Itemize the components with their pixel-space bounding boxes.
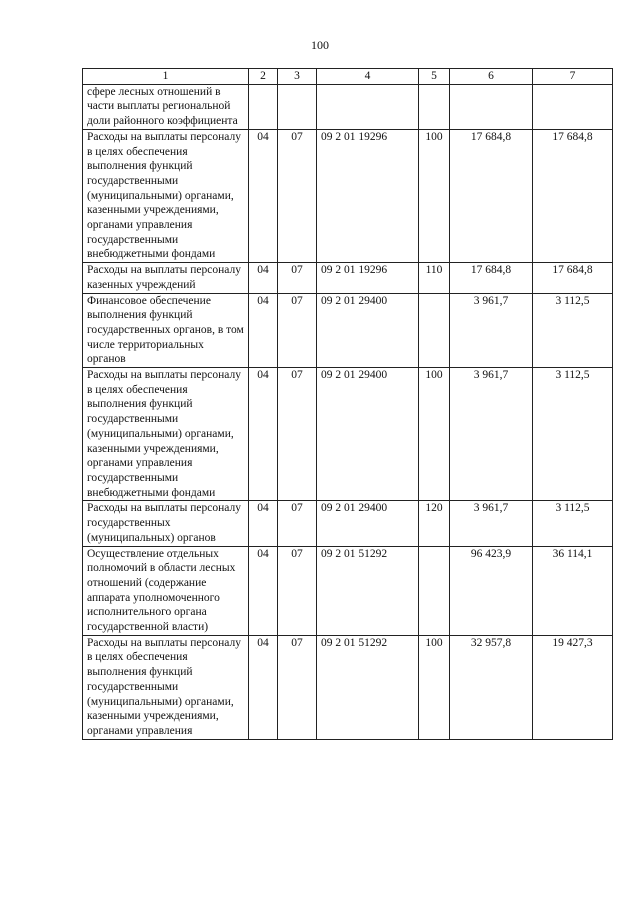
expense-name-cell: Финансовое обеспечение выполнения функций государственных органов, в том числе территориальных органов [83, 293, 249, 368]
amount-year1-cell: 32 957,8 [450, 635, 533, 739]
amount-year1-cell: 96 423,9 [450, 546, 533, 635]
target-article-cell: 09 2 01 29400 [317, 501, 419, 546]
section-code-cell: 04 [249, 293, 278, 368]
table-row [83, 546, 613, 635]
amount-year2-cell: 19 427,3 [533, 635, 613, 739]
expense-name-cell: Расходы на выплаты персоналу в целях обеспечения выполнения функций государственными (муниципальными) органами, казенными учреждениями, органами управления государственными внебюджетными фондами [83, 368, 249, 501]
table-row [83, 635, 613, 739]
amount-year1-cell [450, 84, 533, 129]
subsection-code-cell: 07 [278, 293, 317, 368]
page-number: 100 [311, 38, 329, 52]
table-row [83, 501, 613, 546]
amount-year2-cell: 3 112,5 [533, 501, 613, 546]
subsection-code-cell: 07 [278, 263, 317, 293]
section-code-cell: 04 [249, 129, 278, 262]
target-article-cell: 09 2 01 19296 [317, 129, 419, 262]
amount-year1-cell: 3 961,7 [450, 501, 533, 546]
amount-year1-cell: 3 961,7 [450, 293, 533, 368]
expense-type-cell: 100 [419, 368, 450, 501]
header-col-1: 1 [83, 69, 249, 85]
subsection-code-cell: 07 [278, 635, 317, 739]
subsection-code-cell: 07 [278, 546, 317, 635]
table-row [83, 293, 613, 368]
expense-name-cell: Расходы на выплаты персоналу в целях обеспечения выполнения функций государственными (муниципальными) органами, казенными учреждениями, органами управления [83, 635, 249, 739]
amount-year1-cell: 17 684,8 [450, 263, 533, 293]
target-article-cell [317, 84, 419, 129]
budget-table [82, 68, 613, 740]
amount-year1-cell: 17 684,8 [450, 129, 533, 262]
header-col-4: 4 [317, 69, 419, 85]
header-col-5: 5 [419, 69, 450, 85]
expense-name-cell: Осуществление отдельных полномочий в области лесных отношений (содержание аппарата уполномоченного исполнительного органа государственной власти) [83, 546, 249, 635]
subsection-code-cell: 07 [278, 368, 317, 501]
expense-type-cell: 110 [419, 263, 450, 293]
header-col-2: 2 [249, 69, 278, 85]
header-col-7: 7 [533, 69, 613, 85]
section-code-cell: 04 [249, 635, 278, 739]
subsection-code-cell [278, 84, 317, 129]
expense-type-cell: 100 [419, 635, 450, 739]
target-article-cell: 09 2 01 19296 [317, 263, 419, 293]
table-row [83, 368, 613, 501]
amount-year2-cell: 36 114,1 [533, 546, 613, 635]
expense-name-cell: Расходы на выплаты персоналу казенных учреждений [83, 263, 249, 293]
amount-year2-cell: 3 112,5 [533, 368, 613, 501]
header-col-3: 3 [278, 69, 317, 85]
target-article-cell: 09 2 01 29400 [317, 368, 419, 501]
amount-year2-cell: 17 684,8 [533, 129, 613, 262]
header-col-6: 6 [450, 69, 533, 85]
expense-type-cell [419, 293, 450, 368]
section-code-cell [249, 84, 278, 129]
amount-year1-cell: 3 961,7 [450, 368, 533, 501]
table-header-row [83, 69, 613, 85]
section-code-cell: 04 [249, 501, 278, 546]
table-row [83, 263, 613, 293]
table-row [83, 129, 613, 262]
target-article-cell: 09 2 01 29400 [317, 293, 419, 368]
expense-name-cell: Расходы на выплаты персоналу государственных (муниципальных) органов [83, 501, 249, 546]
section-code-cell: 04 [249, 263, 278, 293]
expense-name-cell: сфере лесных отношений в части выплаты региональной доли районного коэффициента [83, 84, 249, 129]
section-code-cell: 04 [249, 368, 278, 501]
expense-type-cell: 120 [419, 501, 450, 546]
expense-name-cell: Расходы на выплаты персоналу в целях обеспечения выполнения функций государственными (муниципальными) органами, казенными учреждениями, органами управления государственными внебюджетными фондами [83, 129, 249, 262]
expense-type-cell [419, 546, 450, 635]
section-code-cell: 04 [249, 546, 278, 635]
amount-year2-cell: 17 684,8 [533, 263, 613, 293]
target-article-cell: 09 2 01 51292 [317, 546, 419, 635]
amount-year2-cell: 3 112,5 [533, 293, 613, 368]
table-row [83, 84, 613, 129]
amount-year2-cell [533, 84, 613, 129]
expense-type-cell: 100 [419, 129, 450, 262]
subsection-code-cell: 07 [278, 129, 317, 262]
target-article-cell: 09 2 01 51292 [317, 635, 419, 739]
subsection-code-cell: 07 [278, 501, 317, 546]
expense-type-cell [419, 84, 450, 129]
